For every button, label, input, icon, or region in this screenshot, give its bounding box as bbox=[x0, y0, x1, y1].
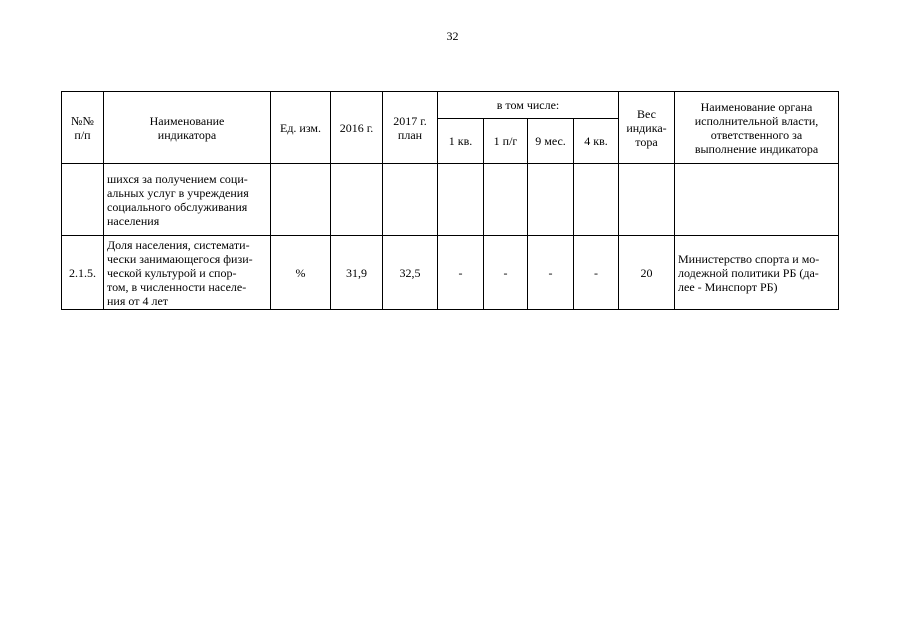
cell-indicator-name: Доля населения, системати- чески занимающегося физи- ческой культурой и спор- том, в численности населе- ния от 4 лет bbox=[104, 236, 271, 310]
cell-num: 2.1.5. bbox=[62, 236, 104, 310]
cell-q1 bbox=[438, 164, 484, 236]
table-row bbox=[62, 236, 839, 310]
cell-indicator-name: шихся за получением соци- альных услуг в учреждения социального обслуживания населения bbox=[104, 164, 271, 236]
cell-q1: - bbox=[438, 236, 484, 310]
cell-9-months: - bbox=[528, 236, 574, 310]
cell-2016 bbox=[331, 164, 383, 236]
cell-9-months bbox=[528, 164, 574, 236]
cell-q4: - bbox=[574, 236, 619, 310]
header-q4: 4 кв. bbox=[574, 119, 619, 164]
cell-2016: 31,9 bbox=[331, 236, 383, 310]
cell-half-year bbox=[484, 164, 528, 236]
header-num: №№ п/п bbox=[62, 92, 104, 164]
header-indicator-name: Наименование индикатора bbox=[104, 92, 271, 164]
indicators-table bbox=[61, 91, 839, 310]
cell-q4 bbox=[574, 164, 619, 236]
cell-unit bbox=[271, 164, 331, 236]
header-row bbox=[62, 92, 839, 119]
header-weight: Вес индика- тора bbox=[619, 92, 675, 164]
page-number: 32 bbox=[446, 29, 459, 43]
cell-half-year: - bbox=[484, 236, 528, 310]
header-2017-plan: 2017 г. план bbox=[383, 92, 438, 164]
header-2016: 2016 г. bbox=[331, 92, 383, 164]
header-including: в том числе: bbox=[438, 92, 619, 119]
header-9-months: 9 мес. bbox=[528, 119, 574, 164]
cell-weight bbox=[619, 164, 675, 236]
header-q1: 1 кв. bbox=[438, 119, 484, 164]
cell-unit: % bbox=[271, 236, 331, 310]
header-half-year: 1 п/г bbox=[484, 119, 528, 164]
cell-authority: Министерство спорта и мо- лодежной политики РБ (да- лее - Минспорт РБ) bbox=[675, 236, 839, 310]
cell-authority bbox=[675, 164, 839, 236]
header-unit: Ед. изм. bbox=[271, 92, 331, 164]
cell-num bbox=[62, 164, 104, 236]
cell-weight: 20 bbox=[619, 236, 675, 310]
cell-2017-plan: 32,5 bbox=[383, 236, 438, 310]
cell-2017-plan bbox=[383, 164, 438, 236]
header-authority: Наименование органа исполнительной власти, ответственного за выполнение индикатора bbox=[675, 92, 839, 164]
table-row bbox=[62, 164, 839, 236]
